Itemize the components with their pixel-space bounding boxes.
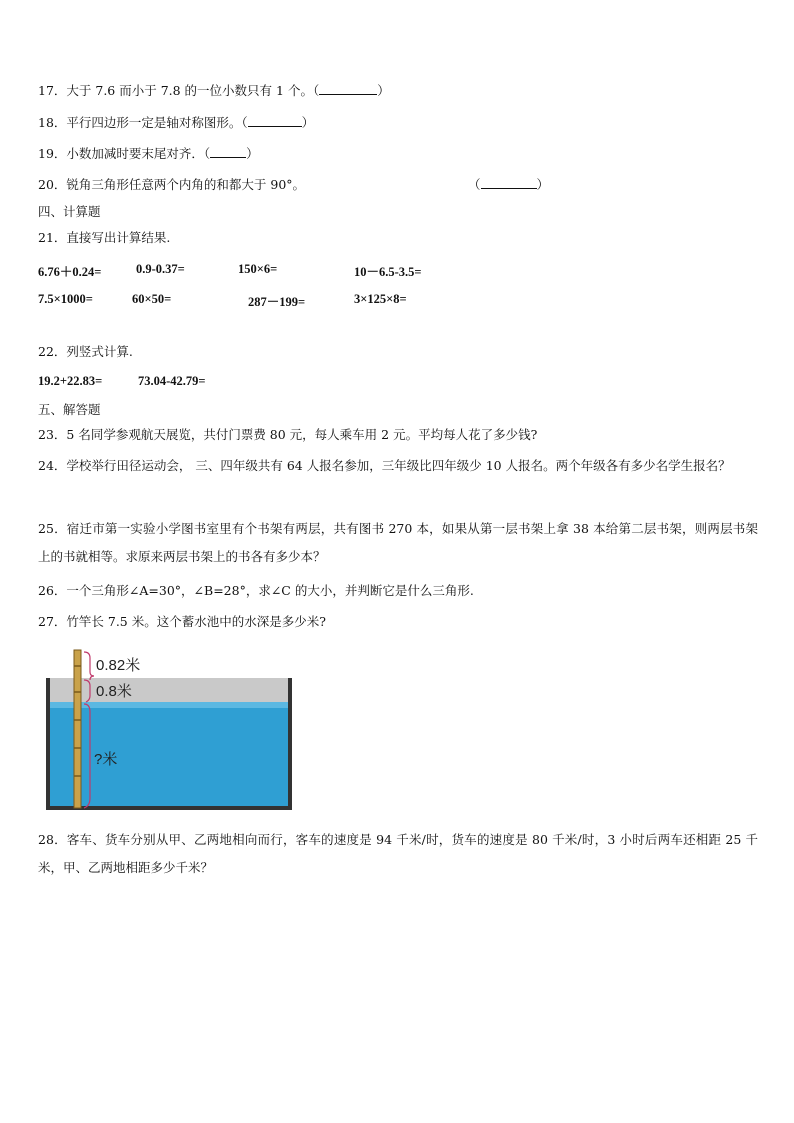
label-0-8: 0.8米: [96, 683, 132, 700]
label-0-82: 0.82米: [96, 657, 141, 674]
question-18-close: ）: [301, 115, 315, 130]
water-tank-figure: [40, 648, 298, 816]
calc-item: 60×50=: [132, 292, 172, 306]
question-21-title: 21．直接写出计算结果.: [38, 230, 171, 245]
question-26: 26．一个三角形∠A=30°，∠B=28°，求∠C 的大小，并判断它是什么三角形.: [38, 583, 474, 598]
question-27: 27．竹竿长 7.5 米。这个蓄水池中的水深是多少米?: [38, 614, 326, 629]
calc-item: 150×6=: [238, 262, 278, 276]
question-28: 28．客车、货车分别从甲、乙两地相向而行，客车的速度是 94 千米/时，货车的速度是 80 千米/时，3 小时后两车还相距 25 千米，甲、乙两地相距多少千米？: [38, 832, 758, 875]
bamboo-pole: [74, 650, 81, 808]
water-body: [48, 702, 290, 808]
calc-item: 3×125×8=: [354, 292, 407, 306]
label-unknown-depth: ?米: [94, 751, 118, 768]
calc-item: 287－199=: [248, 295, 306, 309]
calc-item: 7.5×1000=: [38, 292, 93, 306]
question-19-text: 19．小数加减时要末尾对齐．（: [38, 146, 211, 161]
question-17: [38, 82, 390, 100]
calc-item: 6.76＋0.24=: [38, 265, 102, 279]
question-22-title: 22．列竖式计算.: [38, 344, 133, 359]
question-20-paren: [468, 176, 549, 194]
answer-blank-17[interactable]: [319, 82, 377, 95]
question-17-close: ）: [377, 83, 390, 98]
water-tank-illustration: [40, 648, 298, 816]
question-19-close: ）: [246, 146, 259, 161]
brace-top: [84, 652, 94, 680]
calc-item: 19.2+22.83=: [38, 374, 103, 388]
air-layer: [48, 678, 290, 702]
answer-blank-18[interactable]: [248, 114, 302, 127]
calc-item: 0.9-0.37=: [136, 262, 185, 276]
answer-blank-20[interactable]: [481, 176, 537, 189]
question-25: 25．宿迁市第一实验小学图书室里有个书架有两层，共有图书 270 本，如果从第一层书架上拿 38 本给第二层书架，则两层书架上的书就相等。求原来两层书架上的书各有多少本？: [38, 521, 758, 564]
question-17-text: 17．大于 7.6 而小于 7.8 的一位小数只有 1 个。（: [38, 83, 320, 98]
question-24: 24．学校举行田径运动会， 三、四年级共有 64 人报名参加，三年级比四年级少 10 人报名。两个年级各有多少名学生报名？: [38, 458, 731, 473]
water-surface: [48, 702, 290, 708]
question-20-text: 20．锐角三角形任意两个内角的和都大于 90°。: [38, 177, 306, 192]
question-20-close: ）: [536, 177, 550, 192]
question-20-open: （: [468, 177, 481, 192]
calc-item: 10－6.5-3.5=: [354, 265, 422, 279]
question-19: [38, 145, 259, 163]
section-5-heading: 五、解答题: [38, 402, 101, 417]
section-4-heading: 四、计算题: [38, 204, 101, 219]
answer-blank-19[interactable]: [210, 145, 246, 158]
question-23: 23．5 名同学参观航天展览，共付门票费 80 元，每人乘车用 2 元。平均每人花了多少钱?: [38, 427, 538, 442]
calc-item: 73.04-42.79=: [138, 374, 206, 388]
question-18-text: 18．平行四边形一定是轴对称图形。（: [38, 115, 248, 130]
question-20: [38, 176, 305, 194]
question-18: [38, 114, 314, 132]
